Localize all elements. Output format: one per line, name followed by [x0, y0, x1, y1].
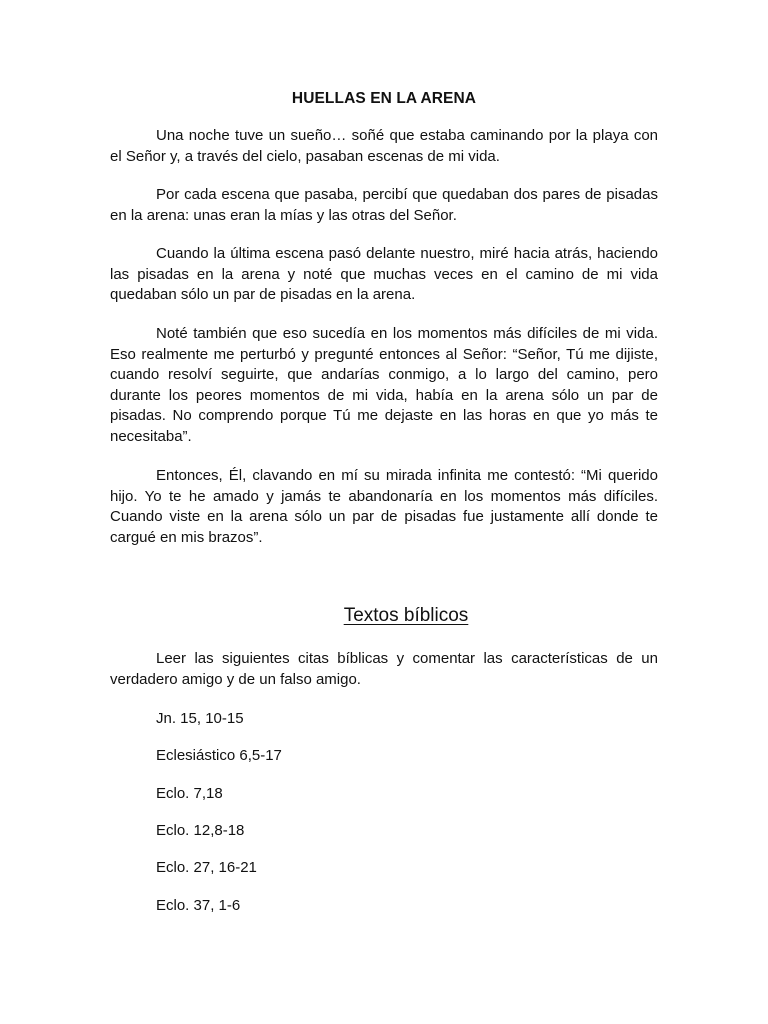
paragraph-1: Una noche tuve un sueño… soñé que estaba caminando por la playa con el Señor y, a través del cielo, pasaban escenas de mi vida.	[110, 127, 658, 165]
paragraph-4: Noté también que eso sucedía en los momentos más difíciles de mi vida. Eso realmente me perturbó y pregunté entonces al Señor: “Señor, Tú me dijiste, cuando resolví seguirte, que andarías conmigo, a lo largo del camino, pero durante los peores momentos de mi vida, había en la arena sólo un par de pisadas. No comprendo porque Tú me dejaste en las horas en que yo más te necesitaba”.	[110, 325, 658, 445]
instruction-paragraph: Leer las siguientes citas bíblicas y comentar las características de un verdadero amigo y de un falso amigo.	[110, 650, 658, 688]
paragraph-2: Por cada escena que pasaba, percibí que quedaban dos pares de pisadas en la arena: unas eran la mías y las otras del Señor.	[110, 186, 658, 224]
citation-item: Eclo. 27, 16-21	[156, 859, 257, 876]
citation-item: Eclesiástico 6,5-17	[156, 747, 282, 764]
citation-item: Eclo. 7,18	[156, 785, 223, 802]
paragraph-3: Cuando la última escena pasó delante nuestro, miré hacia atrás, haciendo las pisadas en la arena y noté que muchas veces en el camino de mi vida quedaban sólo un par de pisadas en la arena.	[110, 245, 658, 303]
section-heading-textos-biblicos: Textos bíblicos	[343, 605, 469, 626]
citation-item: Eclo. 37, 1-6	[156, 897, 241, 914]
document-title: HUELLAS EN LA ARENA	[291, 90, 477, 107]
paragraph-5: Entonces, Él, clavando en mí su mirada infinita me contestó: “Mi querido hijo. Yo te he amado y jamás te abandonaría en los momentos más difíciles. Cuando viste en la arena sólo un par de pisadas fue justamente allí donde te cargué en mis brazos”.	[110, 467, 658, 546]
citation-item: Eclo. 12,8-18	[156, 822, 245, 839]
citation-item: Jn. 15, 10-15	[156, 710, 244, 727]
